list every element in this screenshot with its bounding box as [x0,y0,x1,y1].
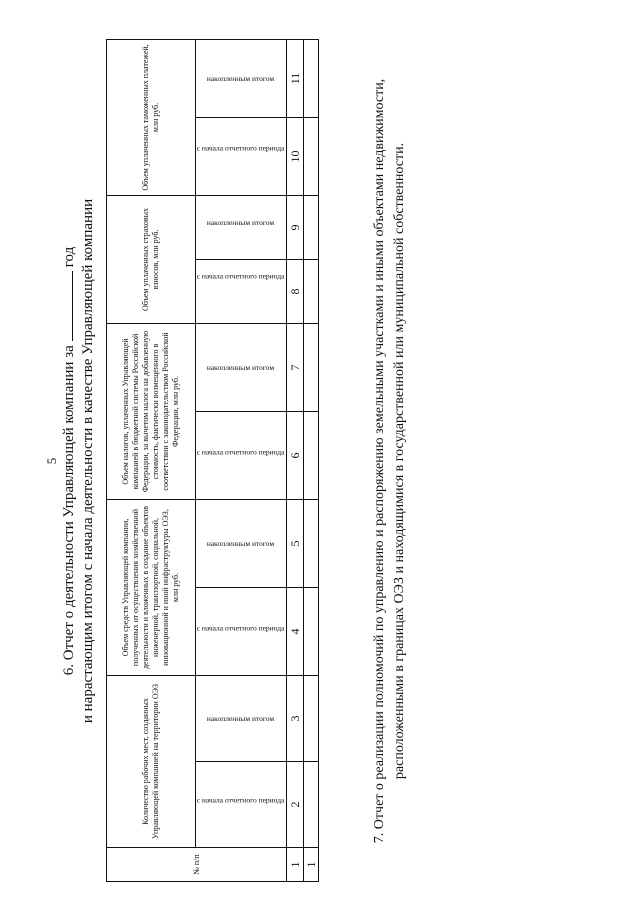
col-number: 7 [287,323,304,411]
subheader-period: с начала отчетного периода [196,117,287,195]
col-number: 6 [287,411,304,499]
table-cell [304,195,319,259]
header-jobs: Количество рабочих мест, созданных Управляющей компанией на территории ОЭЗ [107,676,196,848]
report-table [106,39,319,882]
subheader-cumulative: накопленным итогом [196,499,287,587]
header-customs: Объем уплаченных таможенных платежей, млн руб. [107,39,196,195]
column-numbers-row [287,39,304,881]
section6-title-suffix: год [61,246,77,268]
col-number: 11 [287,39,304,117]
section7-line2: расположенными в границах ОЭЗ и находящимися в государственной или муниципальной собственности. [392,142,407,780]
col-number: 9 [287,195,304,259]
table-cell [304,762,319,848]
year-blank-line [58,271,73,341]
subheader-period: с начала отчетного периода [196,259,287,323]
table-cell [304,39,319,117]
col-number: 8 [287,259,304,323]
header-taxes: Объем налогов, уплаченных Управляющей компанией в бюджетной системы Российской Федерации, за вычетом налога на добавленную стоимость, фактически возмещенного в соответствии с законодательством Российской Федерации, млн руб. [107,323,196,499]
subheader-cumulative: накопленным итогом [196,676,287,762]
header-insurance: Объем уплаченных страховых взносов, млн руб. [107,195,196,323]
col-number: 5 [287,499,304,587]
table-cell [304,588,319,676]
subheader-cumulative: накопленным итогом [196,323,287,411]
col-number: 4 [287,588,304,676]
section6-title-prefix: 6. Отчет о деятельности Управляющей компании за [61,345,77,676]
header-infrastructure-funds: Объем средств Управляющей компании, полученных от осуществления хозяйственной деятельности и вложенных в создание объектов инженерной, транспортной, социальной, инновационной и иной инфраструктуры ОЭЗ, млн руб. [107,499,196,675]
table-cell [304,676,319,762]
page-number: 5 [44,457,59,465]
section7-title [370,0,410,922]
table-cell [304,323,319,411]
subheader-period: с начала отчетного периода [196,411,287,499]
section6-title-line1 [58,0,79,922]
table-cell [304,117,319,195]
col-number: 3 [287,676,304,762]
table-row [304,39,319,881]
table-cell [304,499,319,587]
header-no: № п/п [107,848,287,882]
table-cell [304,259,319,323]
subheader-period: с начала отчетного периода [196,762,287,848]
subheader-period: с начала отчетного периода [196,588,287,676]
table-cell [304,411,319,499]
col-number: 10 [287,117,304,195]
col-number: 1 [287,848,304,882]
col-number: 2 [287,762,304,848]
row-number: 1 [304,848,319,882]
subheader-cumulative: накопленным итогом [196,39,287,117]
subheader-cumulative: накопленным итогом [196,195,287,259]
section6-title-line2: и нарастающим итогом с начала деятельности в качестве Управляющей компании [80,198,96,724]
section7-line1: 7. Отчет о реализации полномочий по управлению и распоряжению земельными участками и иными объектами недвижимости, [372,78,387,844]
